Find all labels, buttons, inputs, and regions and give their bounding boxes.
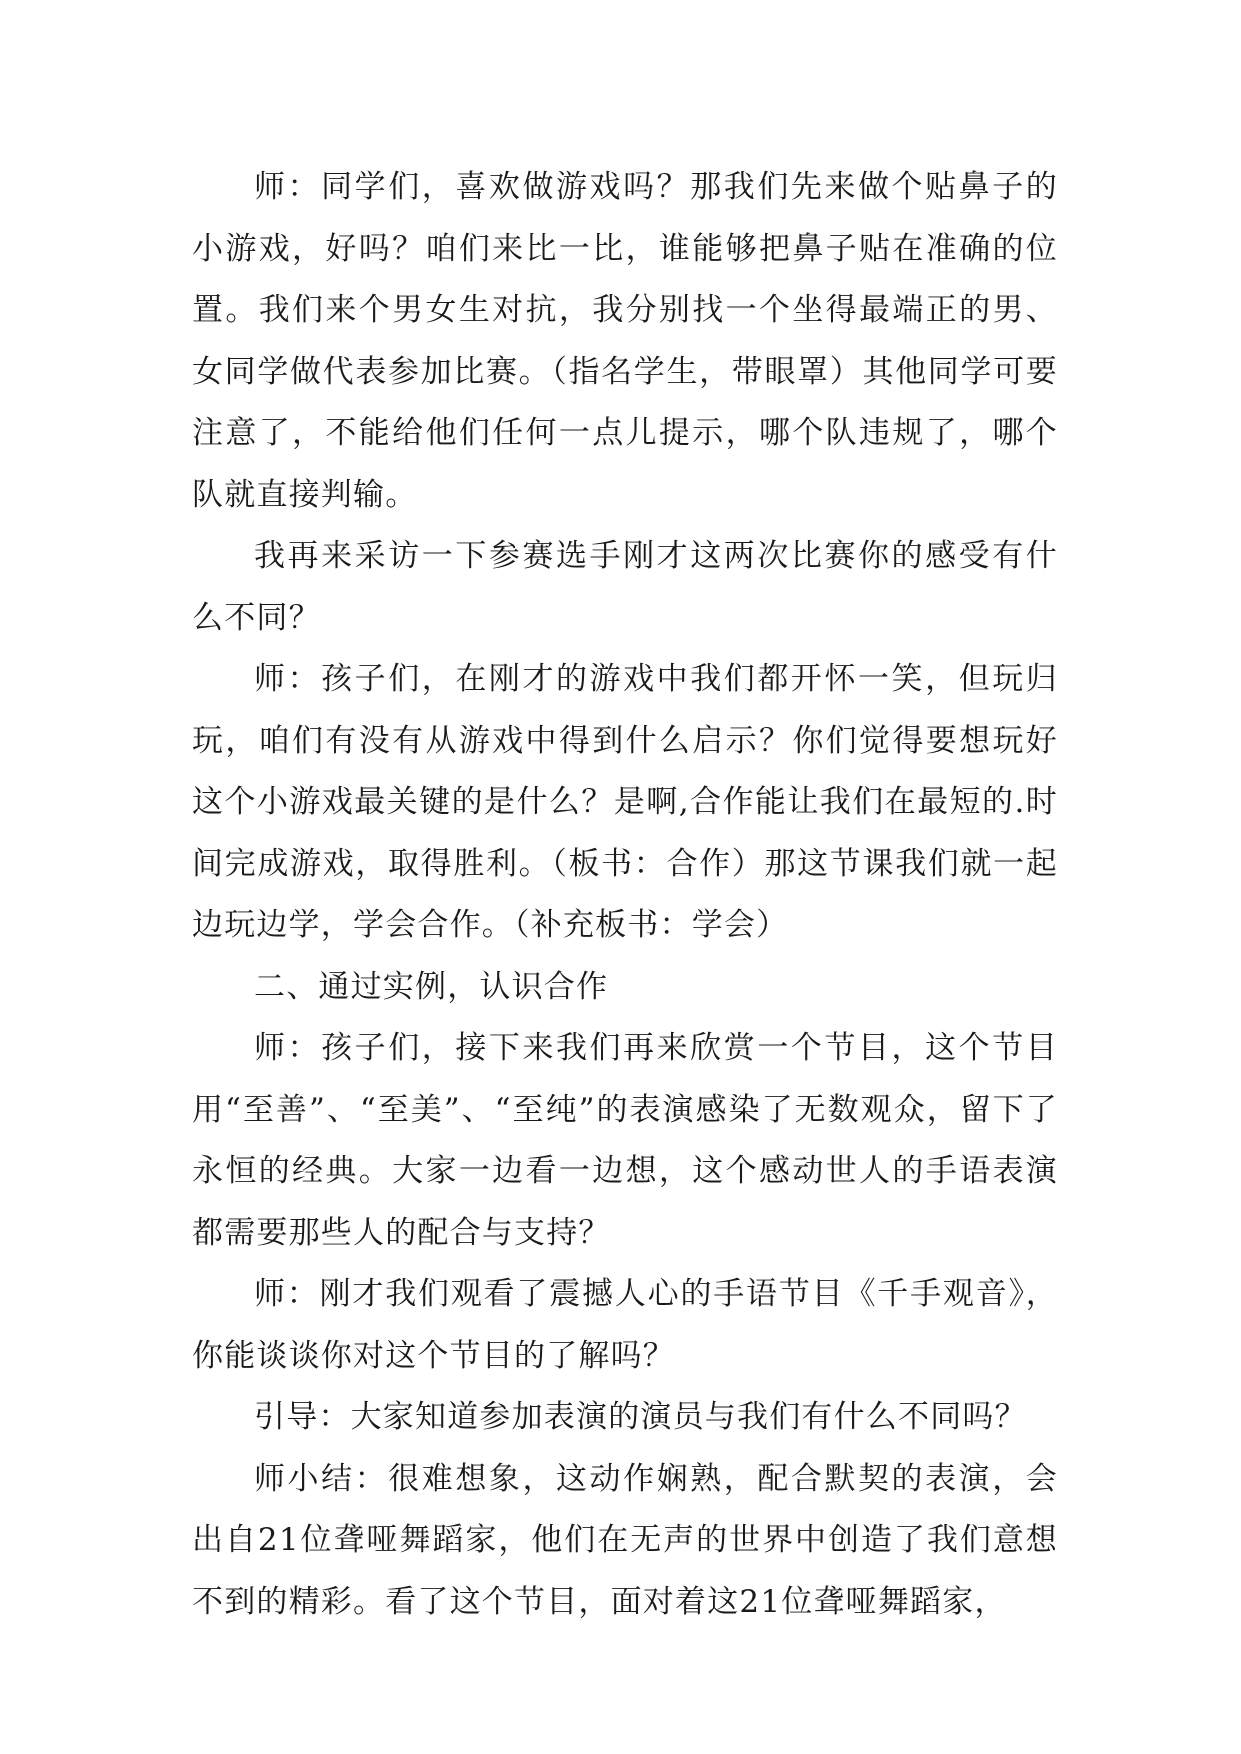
document-body bbox=[192, 157, 1058, 1633]
paragraph-guidance: 引导：大家知道参加表演的演员与我们有什么不同吗？ bbox=[254, 1399, 1027, 1435]
paragraph-game-insight: 师：孩子们，在刚才的游戏中我们都开怀一笑，但玩归玩，咱们有没有从游戏中得到什么启示？你们觉得要想玩好这个小游戏最关键的是什么？是啊,合作能让我们在最短的.时间完成游戏，取得胜利。（板书：合作）那这节课我们就一起边玩边学，学会合作。（补充板书：学会） bbox=[192, 661, 1058, 943]
paragraph-teacher-summary: 师小结：很难想象，这动作娴熟，配合默契的表演，会出自21位聋哑舞蹈家，他们在无声的世界中创造了我们意想不到的精彩。看了这个节目，面对着这21位聋哑舞蹈家， bbox=[192, 1460, 1058, 1620]
paragraph-nose-game-intro: 师：同学们，喜欢做游戏吗？那我们先来做个贴鼻子的小游戏，好吗？咱们来比一比，谁能够把鼻子贴在准确的位置。我们来个男女生对抗，我分别找一个坐得最端正的男、女同学做代表参加比赛。（指名学生，带眼罩）其他同学可要注意了，不能给他们任何一点儿提示，哪个队违规了，哪个队就直接判输。 bbox=[192, 169, 1058, 513]
paragraph-program-intro: 师：孩子们，接下来我们再来欣赏一个节目，这个节目用“至善”、“至美”、“至纯”的表演感染了无数观众，留下了永恒的经典。大家一边看一边想，这个感动世人的手语表演都需要那些人的配合与支持？ bbox=[192, 1030, 1058, 1251]
paragraph-thousand-hand-question: 师：刚才我们观看了震撼人心的手语节目《千手观音》，你能谈谈你对这个节目的了解吗？ bbox=[192, 1276, 1058, 1374]
section-heading-recognize-cooperation: 二、通过实例，认识合作 bbox=[254, 968, 609, 1005]
paragraph-interview-contestants: 我再来采访一下参赛选手刚才这两次比赛你的感受有什么不同？ bbox=[192, 538, 1058, 636]
